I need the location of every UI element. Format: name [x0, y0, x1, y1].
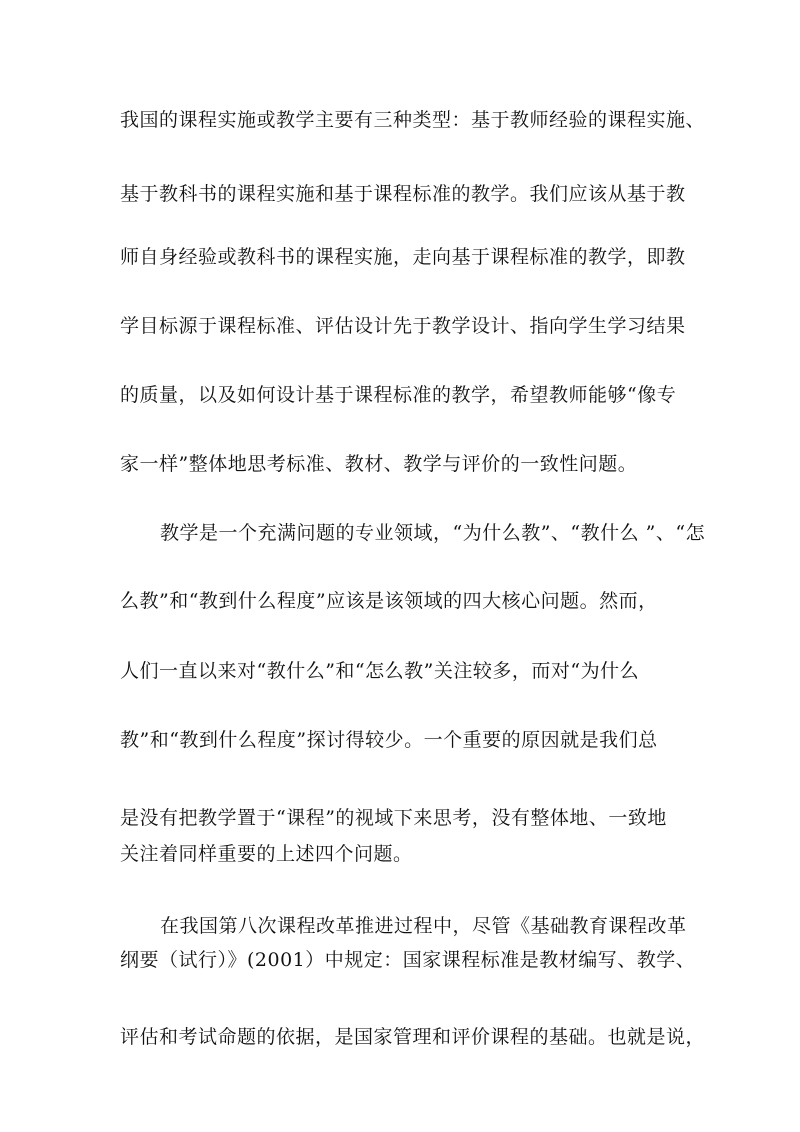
- text-line-8: 么教”和“教到什么程度”应该是该领域的四大核心问题。然而，: [120, 590, 658, 612]
- text-line-7: 教学是一个充满问题的专业领域，“为什么教”、“教什么 ”、“怎: [160, 522, 706, 544]
- text-line-2: 基于教科书的课程实施和基于课程标准的教学。我们应该从基于教: [120, 183, 686, 205]
- text-line-1: 我国的课程实施或教学主要有三种类型：基于教师经验的课程实施、: [120, 109, 706, 131]
- text-line-14: 纲要（试行）》(2001）中规定：国家课程标准是教材编写、教学、: [120, 949, 696, 971]
- text-line-4: 学目标源于课程标准、评估设计先于教学设计、指向学生学习结果: [120, 315, 686, 337]
- text-line-3: 师自身经验或教科书的课程实施，走向基于课程标准的教学，即教: [120, 246, 686, 268]
- text-line-5: 的质量，以及如何设计基于课程标准的教学，希望教师能够“像专: [120, 384, 677, 406]
- text-line-6: 家一样”整体地思考标准、教材、教学与评价的一致性问题。: [120, 453, 638, 475]
- text-line-13: 在我国第八次课程改革推进过程中，尽管《基础教育课程改革: [160, 915, 687, 937]
- text-line-15: 评估和考试命题的依据，是国家管理和评价课程的基础。也就是说，: [120, 1026, 706, 1048]
- text-line-9: 人们一直以来对“教什么”和“怎么教”关注较多，而对“为什么: [120, 660, 640, 682]
- text-line-10: 教”和“教到什么程度”探讨得较少。一个重要的原因就是我们总: [120, 729, 658, 751]
- text-line-11: 是没有把教学置于“课程”的视域下来思考，没有整体地、一致地: [120, 807, 667, 829]
- text-line-12: 关注着同样重要的上述四个问题。: [120, 843, 413, 865]
